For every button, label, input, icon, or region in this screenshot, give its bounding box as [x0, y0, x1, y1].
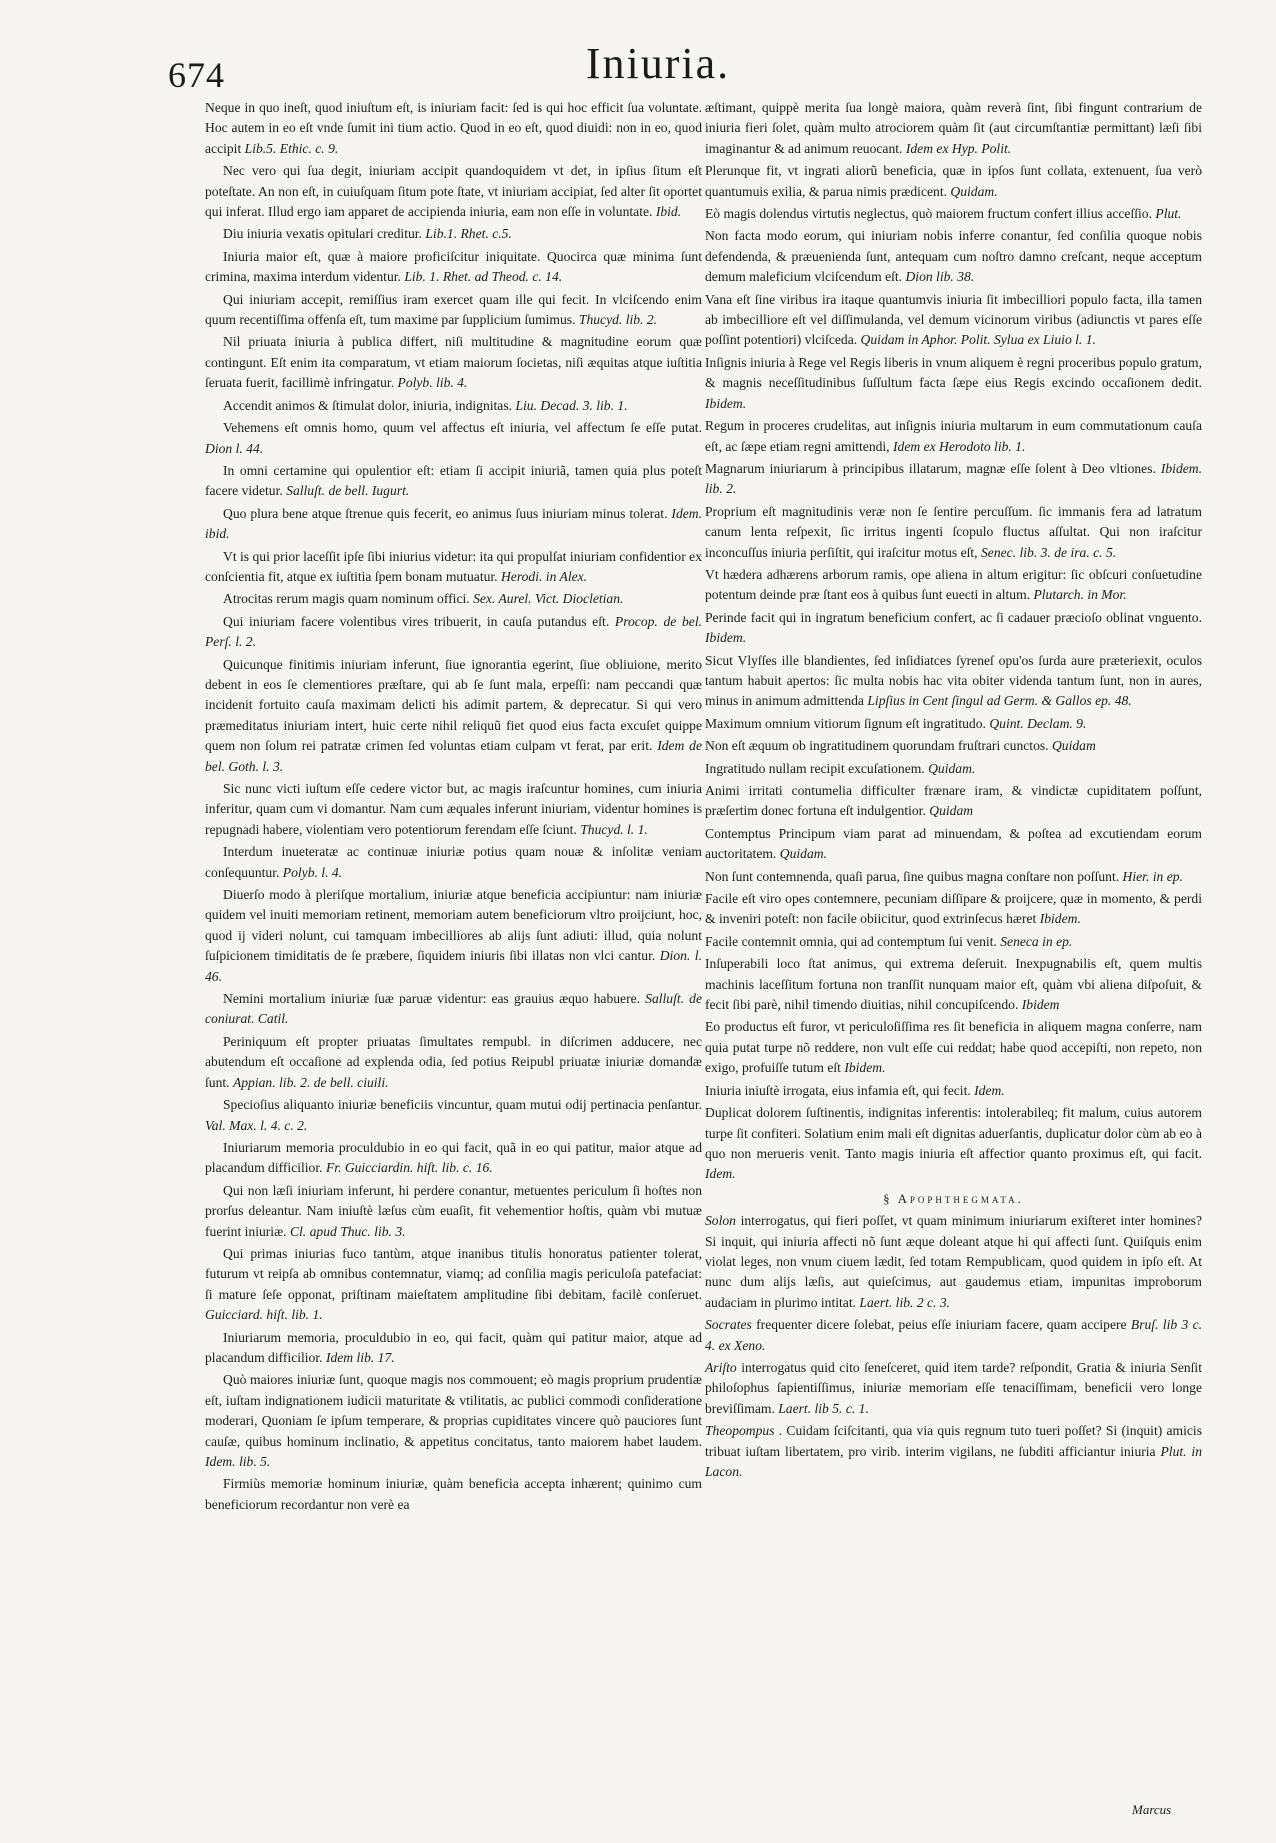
- entry-text: Periniquum eſt propter priuatas ſimultates rempubl. in diſcrimen adducere, nec abutendum eſt occaſione ad explenda odia, ſed potius Reipubl priuatæ iniuriæ domandæ ſunt.: [205, 1033, 702, 1090]
- sentence-entry: [705, 459, 1202, 500]
- speaker-name: Ariſto: [705, 1359, 737, 1375]
- sentence-entry: [705, 608, 1202, 649]
- entry-text: Qui primas iniurias fuco tantùm, atque inanibus titulis honoratus patienter tolerat, futurum vt reipſa ab omnibus contemnatur, viamq; ad conſilia magis periculoſa patefaciat: ſi mature ſeſe opponat, priſtinam maieſtatem amplitudine ſibi debitam, facilè conſeruet.: [205, 1245, 702, 1302]
- sentence-entry: [705, 565, 1202, 606]
- speaker-name: Socrates: [705, 1317, 752, 1333]
- sentence-entry: [705, 1211, 1202, 1313]
- source-citation: Lib.5. Ethic. c. 9.: [244, 140, 339, 156]
- source-citation: Idem ex Hyp. Polit.: [905, 140, 1012, 156]
- source-citation: Laert. lib 5. c. 1.: [778, 1400, 869, 1416]
- sentence-entry: [205, 612, 702, 653]
- sentence-entry: [705, 954, 1202, 1015]
- source-citation: Salluſt. de coniurat. Catil.: [205, 991, 702, 1027]
- speaker-name: Theopompus: [705, 1423, 775, 1439]
- source-citation: Procop. de bel. Perſ. l. 2.: [205, 613, 702, 650]
- sentence-entry: [205, 1095, 702, 1136]
- entry-text: Iniuria maior eſt, quæ à maiore proficiſcitur iniquitate. Quocirca quæ minima ſunt crimina, maxima interdum videntur.: [205, 248, 702, 285]
- source-citation: Thucyd. l. 1.: [580, 821, 648, 837]
- source-citation: Laert. lib. 2 c. 3.: [859, 1294, 951, 1310]
- entry-text: Accendit animos & ſtimulat dolor, iniuria, indignitas.: [223, 397, 513, 413]
- entry-text: Animi irritati contumelia difficulter frænare iram, & vindictæ cupiditatem poſſunt, præſertim donec fortuna eſt indulgentior.: [705, 783, 1202, 819]
- source-citation: Quidam.: [950, 183, 998, 199]
- entry-text: æſtimant, quippè merita ſua longè maiora, quàm reverà ſint, ſibi fingunt contrarium de iniuria fieri ſolet, quàm multo atrociorem quàm ſit (aut circumſtantiæ permittant) læſi ſibi imaginantur & ad animum reuocant.: [705, 100, 1202, 156]
- source-citation: Ibidem.: [705, 395, 747, 411]
- source-citation: Plut.: [1155, 206, 1182, 222]
- entry-text: Facile contemnit omnia, qui ad contemptum ſui venit.: [705, 933, 997, 949]
- sentence-entry: [705, 824, 1202, 865]
- source-citation: Salluſt. de bell. Iugurt.: [286, 483, 410, 499]
- sentence-entry: [205, 842, 702, 883]
- entry-text: Iniuriarum memoria, proculdubio in eo, qui facit, quàm qui patitur maior, atque ad placandum difficilior.: [205, 1329, 702, 1365]
- entry-text: Non ſunt contemnenda, quaſi parua, ſine quibus magna conſtare non poſſunt.: [705, 868, 1120, 884]
- entry-text: Regum in proceres crudelitas, aut inſignis iniuria multarum in eum commutationum cauſa eſt, ac ſæpe etiam regni amittendi,: [705, 418, 1202, 454]
- source-citation: Senec. lib. 3. de ira. c. 5.: [981, 544, 1117, 560]
- source-citation: Plut. in Lacon.: [705, 1443, 1203, 1479]
- entry-text: Inſignis iniuria à Rege vel Regis liberis in vnum aliquem è regni proceribus populo gratum, & magnis neceſſitudinibus ſuſſultum facta ſæpe eius Regis excindo occaſionem dedit.: [705, 354, 1202, 391]
- sentence-entry: [705, 736, 1202, 756]
- entry-text: Quo plura bene atque ſtrenue quis fecerit, eo animus ſuus iniuriam minus tolerat.: [223, 505, 668, 521]
- sentence-entry: [705, 204, 1202, 224]
- sentence-entry: [205, 1032, 702, 1093]
- source-citation: Quint. Declam. 9.: [989, 715, 1087, 731]
- sentence-entry: [705, 1103, 1202, 1185]
- source-citation: Cl. apud Thuc. lib. 3.: [289, 1223, 406, 1239]
- sentence-entry: [205, 1474, 702, 1515]
- sentence-entry: [205, 98, 702, 159]
- source-citation: Ibidem. lib. 2.: [705, 460, 1202, 497]
- entry-text: . Cuidam ſciſcitanti, qua via quis regnum tuto tueri poſſet? Si (inquit) amicis tribuat iuſtam libertatem, pro virib. interim vigilans, ne ſubditi afficiantur iniuria: [705, 1423, 1202, 1459]
- source-citation: Ibid.: [655, 204, 682, 220]
- entry-text: Nec vero qui ſua degit, iniuriam accipit quandoquidem vt det, in ipſius ſitum eſt poteſtate. An non eſt, in cuiuſquam ſitum pote ſtate, vt iniuriam accipiat, ſed alter ſit oportet qui inferat. Illud ergo iam apparet de accipienda iniuria, eam non eſſe in voluntate.: [205, 163, 702, 220]
- source-citation: Dion. l. 46.: [205, 948, 702, 984]
- source-citation: Quidam.: [928, 760, 976, 776]
- source-citation: Quidam in Aphor. Polit. Sylua ex Liuio l. 1.: [860, 332, 1096, 348]
- entry-text: Sicut Vlyſſes ille blandientes, ſed inſidiatces ſyreneſ opu'os ſurda aure præteriexit, oculos tantum habuit apertos: ſic multa nobis hac vita obiter videnda tantum ſunt, non in aures, minus in animum admittenda: [705, 652, 1202, 709]
- entry-text: Plerunque fit, vt ingrati aliorũ beneficia, quæ in ipſos ſunt collata, extenuent, ſua verò quantumuis exilia, & parua nimis prædicent.: [705, 163, 1202, 199]
- entry-text: In omni certamine qui opulentior eſt: etiam ſi accipit iniuriã, tamen quia plus poteſt facere videtur.: [205, 462, 702, 499]
- entry-text: Nemini mortalium iniuriæ ſuæ paruæ videntur: eas grauius æquo habuere.: [223, 991, 641, 1007]
- entry-text: Qui iniuriam facere volentibus vires tribuerit, in cauſa putandus eſt.: [223, 613, 610, 629]
- sentence-entry: [705, 290, 1202, 351]
- entry-text: Quicunque finitimis iniuriam inferunt, ſiue ignorantia egerint, ſiue obliuione, merito debent in eos ſe clementiores præſtare, qui ab ſe ſunt mala, erpeſſi: nam peccandi quæ incidenit fortuito cauſa maximam delicti his adimit partem, & deprecatur. Si qui vero præmeditatus iniuriam intert, huic certe nihil reliquũ fiet quod eius facta excuſet quippe quem non ſolum rei patratæ crimen ſed voluntas etiam culpam vt ferat, par erit.: [205, 656, 702, 754]
- sentence-entry: [705, 1421, 1202, 1482]
- entry-text: Facile eſt viro opes contemnere, pecuniam diſſipare & proijcere, quæ in momento, & perdi & inveniri poteſt: non facile obiicitur, quod extrinſecus hæret: [705, 891, 1202, 927]
- source-citation: Lib. 1. Rhet. ad Theod. c. 14.: [404, 269, 563, 285]
- sentence-entry: [705, 353, 1202, 414]
- source-citation: Idem. ibid.: [205, 505, 702, 542]
- speaker-name: Solon: [705, 1213, 736, 1229]
- sentence-entry: [205, 589, 702, 609]
- section-heading: § Apophthegmata.: [883, 1191, 1024, 1206]
- entry-text: Nil priuata iniuria à publica differt, niſi multitudine & magnitudine eorum quæ contingunt. Eſt enim ita comparatum, vt etiam maiorum ſocietas, niſi æquitas atque iuſtitia ſeruata fuerit, facillimè infringatur.: [205, 334, 702, 391]
- page-number: 674: [168, 55, 225, 95]
- left-column: [205, 98, 702, 1517]
- sentence-entry: [205, 418, 702, 459]
- entry-text: frequenter dicere ſolebat, peius eſſe iniuriam facere, quam accipere: [756, 1317, 1127, 1333]
- sentence-entry: [205, 989, 702, 1030]
- entry-text: Magnarum iniuriarum à principibus illatarum, magnæ eſſe ſolent à Deo vltiones.: [705, 460, 1156, 476]
- entry-text: Interdum inueteratæ ac continuæ iniuriæ potius quam nouæ & inſolitæ veniam conſequuntur.: [205, 844, 702, 880]
- sentence-entry: [705, 714, 1202, 734]
- sentence-entry: [205, 161, 702, 222]
- entry-text: Perinde facit qui in ingratum beneficium confert, ac ſi cadauer præcioſo oblinat vnguento.: [705, 609, 1202, 625]
- source-citation: Quidam: [1051, 738, 1096, 754]
- entry-text: Eò magis dolendus virtutis neglectus, quò maiorem fructum confert illius acceſſio.: [705, 206, 1152, 222]
- sentence-entry: [705, 1017, 1202, 1078]
- entry-text: Ingratitudo nullam recipit excuſationem.: [705, 760, 925, 776]
- sentence-entry: [205, 547, 702, 588]
- sentence-entry: [205, 461, 702, 502]
- sentence-entry: [705, 867, 1202, 887]
- sentence-entry: [205, 1138, 702, 1179]
- sentence-entry: [205, 885, 702, 987]
- source-citation: Quidam: [929, 803, 974, 819]
- sentence-entry: [705, 1358, 1202, 1419]
- sentence-entry: [705, 1081, 1202, 1101]
- source-citation: Idem. lib. 5.: [205, 1454, 271, 1469]
- sentence-entry: [205, 1328, 702, 1369]
- source-citation: Fr. Guicciardin. hiſt. lib. c. 16.: [325, 1160, 493, 1176]
- entry-text: Eo productus eſt furor, vt periculoſiſſima res ſit beneficia in aliquem magna conſerre, nam quia putat turpe nõ reddere, non vult eſſe cui reddat; habe quod accepiſti, non repeto, non exigo, profuiſſe tutum eſt: [705, 1019, 1202, 1076]
- entry-text: Duplicat dolorem ſuſtinentis, indignitas inferentis: intolerabileq; fit malum, cuius autorem turpe ſit confiteri. Solatium enim mali eſt dignitas aduerſantis, duplicatur dolor cùm ab eo à quo non merueris venit. Tanto magis iniuria eſt affectior quanto proximus eſt, qui facit.: [705, 1105, 1202, 1161]
- entry-text: Diu iniuria vexatis opitulari creditur.: [223, 226, 422, 242]
- source-citation: Polyb. lib. 4.: [397, 375, 468, 391]
- sentence-entry: [205, 247, 702, 288]
- sentence-entry: [705, 889, 1202, 930]
- source-citation: Val. Max. l. 4. c. 2.: [205, 1117, 308, 1133]
- entry-text: Non eſt æquum ob ingratitudinem quorundam fruſtrari cunctos.: [705, 738, 1049, 754]
- source-citation: Idem lib. 17.: [325, 1349, 395, 1365]
- source-citation: Lipſius in Cent ſingul ad Germ. & Gallos ep. 48.: [867, 693, 1132, 709]
- entry-text: Proprium eſt magnitudinis veræ non ſe ſentire percuſſum. ſic immanis fera ad latratum canum lenta reſpexit, ſic irritus ingenti ſcopulo fluctus aſſultat. Qui non iraſcitur inconcuſſus iniuria perſiſtit, qui iraſcitur motus eſt,: [705, 503, 1202, 560]
- source-citation: Ibidem: [1021, 997, 1060, 1013]
- sentence-entry: [705, 502, 1202, 563]
- entry-text: interrogatus quid cito ſeneſceret, quid item tarde? reſpondit, Gratia & iniuria Senſit philoſophus ſapientiſſimus, iniuriæ memoriam eſſe tenaciſſimam, beneficii vero longe breviſſimam.: [705, 1359, 1202, 1416]
- source-citation: Thucyd. lib. 2.: [578, 312, 658, 328]
- sentence-entry: [205, 290, 702, 331]
- source-citation: Hier. in ep.: [1122, 868, 1183, 884]
- source-citation: Idem ex Herodoto lib. 1.: [893, 438, 1026, 454]
- sentence-entry: [705, 416, 1202, 457]
- entry-text: Quò maiores iniuriæ ſunt, quoque magis nos commouent; eò magis proprium prudentiæ eſt, iuſtam indignationem iudicii maturitate & vtilitatis, ac publici commodi conſideratione moderari, Quoniam ſe ipſum temperare, & proprias cupiditates vincere quò pauciores ſunt cauſæ, quibus hominum inclinatio, & appetitus concitatus, tanto maiorem habet laudem.: [205, 1372, 702, 1449]
- entry-text: Iniuria iniuſtè irrogata, eius infamia eſt, qui fecit.: [705, 1082, 971, 1098]
- right-column: [705, 98, 1202, 1484]
- sentence-entry: [705, 98, 1202, 159]
- entry-text: Specioſius aliquanto iniuriæ beneficiis vincuntur, quam mutui odij pertinacia penſantur.: [223, 1097, 702, 1113]
- sentence-entry: [205, 332, 702, 393]
- sentence-entry: [705, 759, 1202, 779]
- sentence-entry: [205, 396, 702, 416]
- entry-text: Contemptus Principum viam parat ad minuendam, & poſtea ad excutiendam eorum auctoritatem.: [705, 825, 1202, 862]
- source-citation: Idem.: [974, 1082, 1005, 1098]
- sentence-entry: [205, 224, 702, 244]
- source-citation: Liu. Decad. 3. lib. 1.: [515, 397, 628, 413]
- source-citation: Herodi. in Alex.: [500, 568, 588, 584]
- entry-text: Neque in quo ineſt, quod iniuſtum eſt, is iniuriam facit: ſed is qui hoc efficit ſua voluntate. Hoc autem in eo eſt vnde ſumit ini tium actio. Quod in eo eſt, quod diuidi: non in eo, quod accipit: [205, 100, 702, 156]
- source-citation: Appian. lib. 2. de bell. ciuili.: [232, 1074, 389, 1090]
- source-citation: Dion l. 44.: [205, 440, 264, 456]
- source-citation: Polyb. l. 4.: [282, 864, 343, 880]
- source-citation: Bruſ. lib 3 c. 4. ex Xeno.: [705, 1317, 1203, 1353]
- entry-text: Vana eſt ſine viribus ira itaque quantumvis iniuria ſit imbecilliori populo facta, illa tamen ab imbecilliore eſt vel diſſimulanda, vel demum vicinorum viribus (adiunctis vt pares eſſe poſſint potentiori) vlciſceda.: [705, 291, 1202, 348]
- catchword: Marcus: [1132, 1802, 1172, 1817]
- sentence-entry: [705, 781, 1202, 822]
- entry-text: interrogatus, qui fieri poſſet, vt quam minimum iniuriarum exiſteret inter homines? Si inquit, qui iniuria affecti nõ ſunt æque doleant atque hi qui affecti ſunt. Quiſquis enim violat leges, non vnum ciuem lædit, ſed totam Rempublicam, quod quidem in ipſo eſt. At nunc dum alijs læſis, aut quieſcimus, aut gaudemus etiam, impunitas improborum audaciam in plurimo intitat.: [705, 1213, 1202, 1310]
- sentence-entry: [705, 226, 1202, 287]
- source-citation: Seneca in ep.: [1000, 933, 1073, 949]
- sentence-entry: [205, 1244, 702, 1326]
- sentence-entry: [205, 1370, 702, 1472]
- source-citation: Dion lib. 38.: [905, 269, 975, 285]
- entry-text: Vehemens eſt omnis homo, quum vel affectus eſt iniuria, vel affectum ſe eſſe putat.: [223, 420, 702, 436]
- running-head: Iniuria.: [585, 39, 731, 88]
- source-citation: Ibidem.: [844, 1060, 886, 1076]
- entry-text: Qui iniuriam accepit, remiſſius iram exercet quam ille qui fecit. In vlciſcendo enim quum recentiſſima offenſa eſt, tum maxime par ſupplicium ſumimus.: [205, 291, 702, 328]
- source-citation: Sex. Aurel. Vict. Diocletian.: [473, 591, 624, 607]
- source-citation: Idem de bel. Goth. l. 3.: [205, 738, 703, 774]
- entry-text: Atrocitas rerum magis quam nominum offici.: [223, 591, 470, 607]
- entry-text: Firmiùs memoriæ hominum iniuriæ, quàm beneficia accepta inhærent; quinimo cum beneficiorum recordantur non verè ea: [205, 1476, 702, 1512]
- entry-text: Non facta modo eorum, qui iniuriam nobis inferre conantur, ſed conſilia quoque nobis defendenda, & præuenienda ſunt, antequam cum noſtro damno creſcant, neque acceptum demum maleficium vlciſcendum eſt.: [705, 228, 1202, 285]
- entry-text: Qui non læſi iniuriam inferunt, hi perdere conantur, metuentes periculum ſi hoſtes non prorſus deleantur. Nam iniuſtè læſus cùm euaſit, fit vehementior hoſtis, quàm vbi mutuæ fuerint iniuriæ.: [205, 1182, 702, 1239]
- sentence-entry: [205, 1181, 702, 1242]
- entry-text: Sic nunc victi iuſtum eſſe cedere victor but, ac magis iraſcuntur homines, cum iniuria inferitur, quam cum vi domantur. Nam cum æquales inferunt iniuriam, videntur homines is repugnadi habere, violentiam vero potentiorum ferendam eſſe ſciunt.: [205, 781, 702, 837]
- source-citation: Quidam.: [779, 846, 827, 862]
- source-citation: Lib.1. Rhet. c.5.: [425, 226, 512, 242]
- source-citation: Guicciard. hiſt. lib. 1.: [205, 1307, 323, 1323]
- sentence-entry: [205, 504, 702, 545]
- entry-text: Inſuperabili loco ſtat animus, qui extrema deſeruit. Inexpugnabilis eſt, quem multis machinis laceſſitum fortuna non tranſſit nunquam maior eſt, quàm vbi aliena diſpoſuit, & fecit ſibi parè, nihil timendo diuitias, nihil concupiſcendo.: [705, 956, 1202, 1013]
- entry-text: Vt hædera adhærens arborum ramis, ope aliena in altum erigitur: ſic obſcuri conſuetudine potentum deinde præ ſtant eos à quibus ſunt euecti in altum.: [705, 566, 1202, 603]
- sentence-entry: [205, 655, 702, 777]
- sentence-entry: [705, 651, 1202, 712]
- source-citation: Plutarch. in Mor.: [1033, 587, 1127, 603]
- sentence-entry: [705, 1315, 1202, 1356]
- source-citation: Ibidem.: [705, 630, 747, 646]
- entry-text: Maximum omnium vitiorum ſignum eſt ingratitudo.: [705, 715, 986, 731]
- entry-text: Iniuriarum memoria proculdubio in eo qui facit, quã in eo qui patitur, maior atque ad placandum difficilior.: [205, 1139, 702, 1176]
- sentence-entry: [205, 779, 702, 840]
- entry-text: Vt is qui prior laceſſit ipſe ſibi iniurius videtur: ita qui propulſat iniuriam confidentior ex conſcientia fit, atque ex iuſtitia ſpem bonam mutuatur.: [205, 548, 702, 584]
- entry-text: Diuerſo modo à pleriſque mortalium, iniuriæ atque beneficia accipiuntur: nam iniuriæ quidem vel inuiti memoriam retinent, memoriam autem beneficiorum vltro proijciunt, hoc, quod ij videri nolunt, cui tamquam imbecilliores ab alijs ſunt adiuti: illud, quia nolunt ſuſpicionem timiditatis de ſe præbere, ſiquidem iniuris ſibi illatas non vlci cantur.: [205, 887, 702, 964]
- source-citation: Ibidem.: [1039, 911, 1081, 927]
- sentence-entry: [705, 161, 1202, 202]
- sentence-entry: [705, 932, 1202, 952]
- source-citation: Idem.: [705, 1166, 736, 1182]
